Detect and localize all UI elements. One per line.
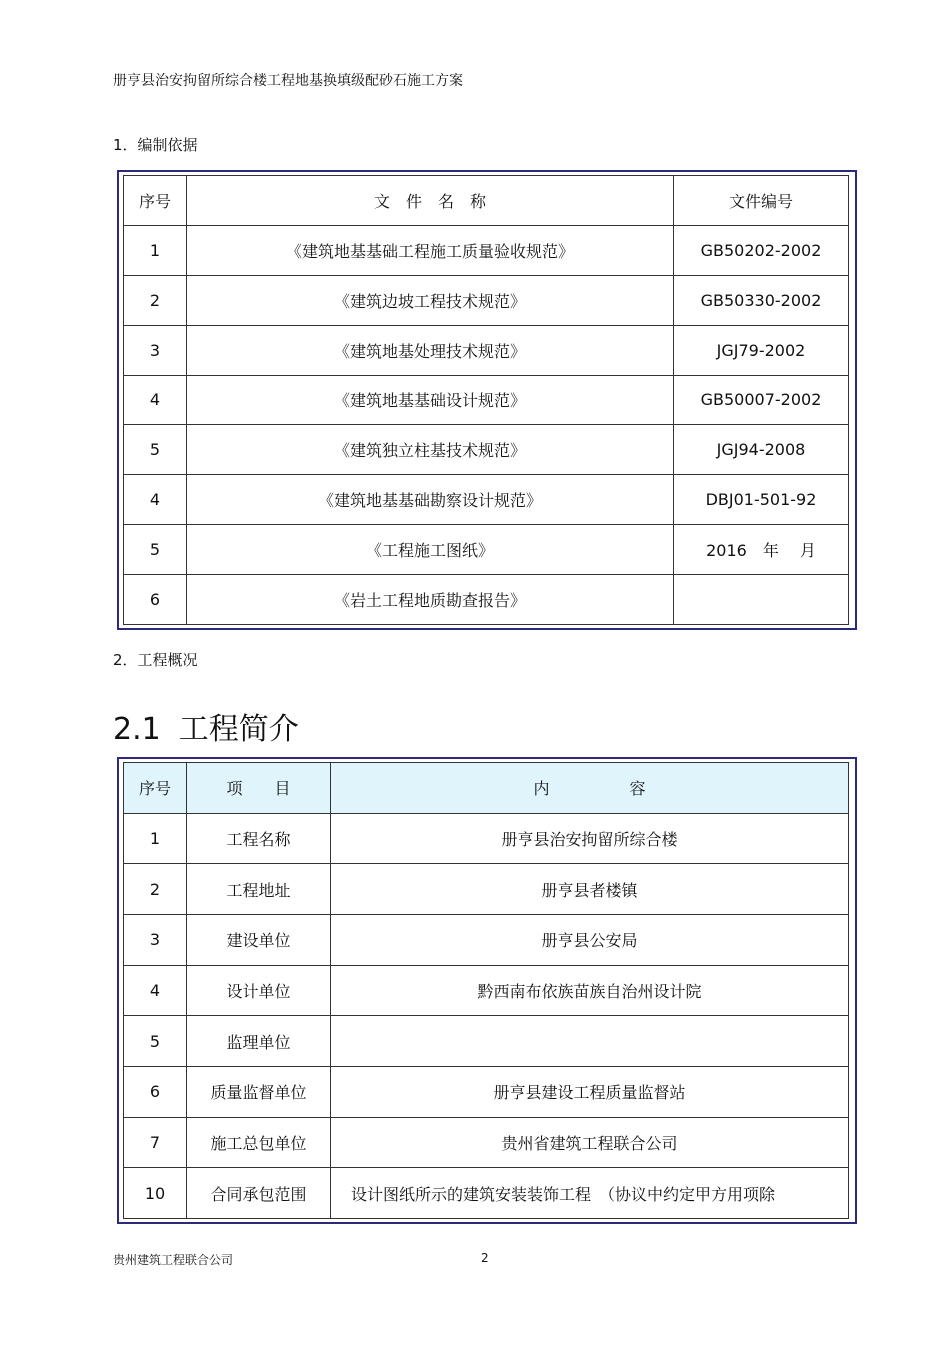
- reference-documents-table: [117, 170, 857, 630]
- document-code: 2016 年 月: [674, 525, 849, 575]
- table-row: [124, 575, 849, 625]
- item-label: 工程名称: [187, 813, 331, 864]
- item-label: 合同承包范围: [187, 1168, 331, 1219]
- table-row: [124, 475, 849, 525]
- header-cell: 序号: [124, 176, 187, 226]
- row-number: 2: [124, 275, 187, 325]
- document-code: [674, 575, 849, 625]
- item-content: 设计图纸所示的建筑安装装饰工程 （协议中约定甲方用项除: [331, 1168, 849, 1219]
- document-name: 《建筑地基处理技术规范》: [187, 325, 674, 375]
- row-number: 4: [124, 475, 187, 525]
- document-name: 《建筑地基基础工程施工质量验收规范》: [187, 225, 674, 275]
- page-header: 册亨县治安拘留所综合楼工程地基换填级配砂石施工方案: [113, 73, 463, 89]
- table-row: [124, 914, 849, 965]
- item-content: 黔西南布依族苗族自治州设计院: [331, 965, 849, 1016]
- row-number: 2: [124, 864, 187, 915]
- document-code: JGJ94-2008: [674, 425, 849, 475]
- subsection-title: 工程简介: [178, 712, 299, 747]
- header-cell: 项 目: [187, 763, 331, 814]
- row-number: 4: [124, 375, 187, 425]
- table-row: [124, 1016, 849, 1067]
- table-row: [124, 864, 849, 915]
- item-content: [331, 1016, 849, 1067]
- item-label: 建设单位: [187, 914, 331, 965]
- header-cell: 文件编号: [674, 176, 849, 226]
- header-cell: 内 容: [331, 763, 849, 814]
- item-label: 监理单位: [187, 1016, 331, 1067]
- row-number: 7: [124, 1117, 187, 1168]
- table-row: [124, 1066, 849, 1117]
- document-code: GB50202-2002: [674, 225, 849, 275]
- table-header-row: [124, 763, 849, 814]
- document-name: 《建筑边坡工程技术规范》: [187, 275, 674, 325]
- table-row: [124, 325, 849, 375]
- row-number: 1: [124, 813, 187, 864]
- item-content: 册亨县者楼镇: [331, 864, 849, 915]
- row-number: 4: [124, 965, 187, 1016]
- document-name: 《建筑地基基础设计规范》: [187, 375, 674, 425]
- row-number: 1: [124, 225, 187, 275]
- item-content: 贵州省建筑工程联合公司: [331, 1117, 849, 1168]
- page-number: 2: [481, 1251, 489, 1265]
- document-code: JGJ79-2002: [674, 325, 849, 375]
- document-name: 《建筑地基基础勘察设计规范》: [187, 475, 674, 525]
- table-header-row: [124, 176, 849, 226]
- table-row: [124, 813, 849, 864]
- project-overview-table: [117, 757, 857, 1224]
- row-number: 3: [124, 325, 187, 375]
- row-number: 6: [124, 1066, 187, 1117]
- item-content: 册亨县公安局: [331, 914, 849, 965]
- row-number: 3: [124, 914, 187, 965]
- section-1-title: 1．编制依据: [113, 136, 198, 154]
- item-label: 质量监督单位: [187, 1066, 331, 1117]
- document-name: 《建筑独立柱基技术规范》: [187, 425, 674, 475]
- row-number: 6: [124, 575, 187, 625]
- row-number: 5: [124, 1016, 187, 1067]
- subsection-heading: [113, 704, 299, 748]
- document-code: GB50007-2002: [674, 375, 849, 425]
- table-row: [124, 425, 849, 475]
- table-row: [124, 525, 849, 575]
- item-label: 设计单位: [187, 965, 331, 1016]
- section-2-title: 2．工程概况: [113, 651, 198, 669]
- table-row: [124, 225, 849, 275]
- document-name: 《岩土工程地质勘查报告》: [187, 575, 674, 625]
- document-code: DBJ01-501-92: [674, 475, 849, 525]
- document-name: 《工程施工图纸》: [187, 525, 674, 575]
- header-cell: 序号: [124, 763, 187, 814]
- table-row: [124, 1117, 849, 1168]
- item-content: 册亨县治安拘留所综合楼: [331, 813, 849, 864]
- table-row: [124, 965, 849, 1016]
- item-content: 册亨县建设工程质量监督站: [331, 1066, 849, 1117]
- row-number: 5: [124, 525, 187, 575]
- row-number: 10: [124, 1168, 187, 1219]
- subsection-number: 2.1: [113, 712, 161, 747]
- table-row: [124, 375, 849, 425]
- row-number: 5: [124, 425, 187, 475]
- table-row: [124, 275, 849, 325]
- header-cell: 文 件 名 称: [187, 176, 674, 226]
- document-code: GB50330-2002: [674, 275, 849, 325]
- item-label: 工程地址: [187, 864, 331, 915]
- table-row: [124, 1168, 849, 1219]
- footer-company: 贵州建筑工程联合公司: [113, 1253, 234, 1267]
- item-label: 施工总包单位: [187, 1117, 331, 1168]
